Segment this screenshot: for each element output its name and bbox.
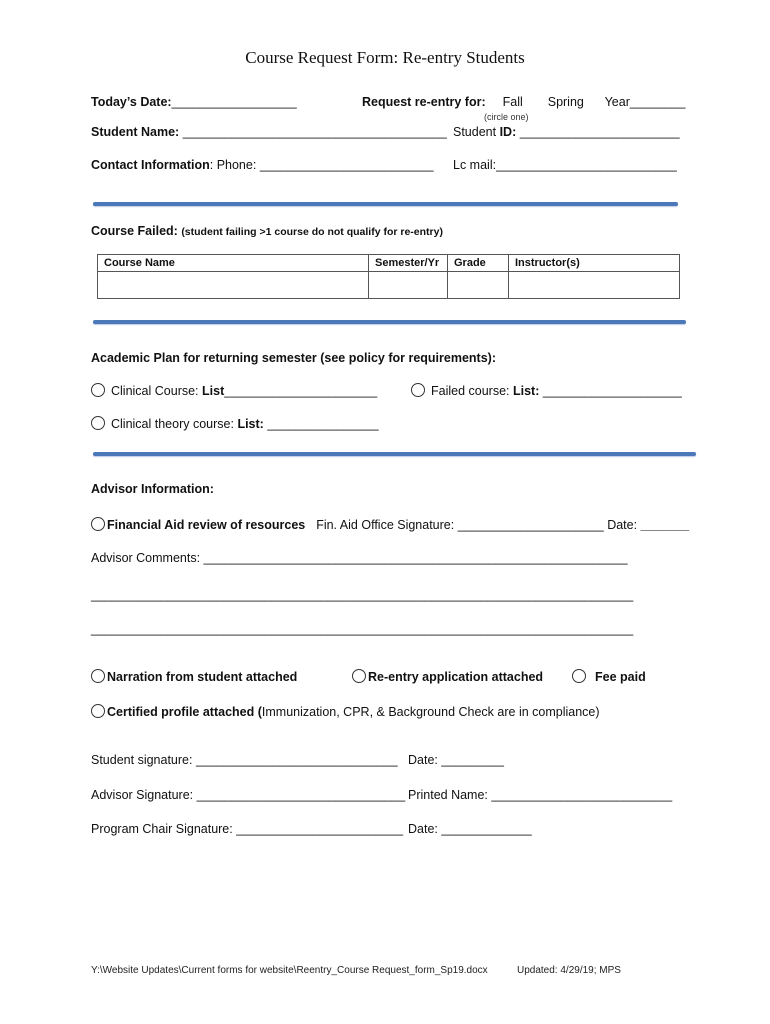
advisor-comments-label: Advisor Comments: <box>91 551 201 565</box>
table-header-row <box>98 255 680 272</box>
cell-instructor[interactable] <box>509 272 680 299</box>
clinical-theory-option[interactable] <box>91 416 379 431</box>
student-name-field[interactable] <box>91 125 447 139</box>
failed-course-radio[interactable] <box>411 383 425 397</box>
phone-label: : Phone: <box>209 158 257 172</box>
section-divider-1 <box>93 202 678 206</box>
course-failed-label: Course Failed: <box>91 224 178 238</box>
course-failed-note: (student failing >1 course do not qualify for re-entry) <box>181 226 443 238</box>
printed-name-field[interactable] <box>408 788 672 802</box>
certified-profile-paren: ( <box>254 705 262 719</box>
reentry-application-label: Re-entry application attached <box>368 670 544 684</box>
fin-aid-signature-line[interactable]: _____________________ <box>457 518 604 532</box>
course-failed-table <box>97 254 680 299</box>
circle-one-note: (circle one) <box>484 112 529 122</box>
column-grade: Grade <box>448 255 509 272</box>
program-chair-signature-field[interactable] <box>91 822 403 836</box>
certified-profile-note: Immunization, CPR, & Background Check are in compliance) <box>261 705 600 719</box>
fin-aid-date-line[interactable]: _______ <box>640 518 690 532</box>
clinical-course-radio[interactable] <box>91 383 105 397</box>
term-spring-option[interactable]: Spring <box>547 95 584 109</box>
fin-aid-signature-label: Fin. Aid Office Signature: <box>316 518 455 532</box>
advisor-comments-line-3[interactable]: ______________________________________________________________________________ <box>91 622 634 636</box>
fin-aid-date-label: Date: <box>607 518 638 532</box>
clinical-theory-list-label: List: <box>237 417 264 431</box>
program-chair-date-field[interactable] <box>408 822 532 836</box>
printed-name-label: Printed Name: <box>408 788 488 802</box>
lc-mail-label: Lc mail: <box>453 158 497 172</box>
certified-profile-label: Certified profile attached <box>107 705 255 719</box>
page-title: Course Request Form: Re-entry Students <box>245 48 525 67</box>
certified-profile-option[interactable] <box>91 704 600 719</box>
advisor-signature-line: ______________________________ <box>196 788 406 802</box>
narration-option[interactable] <box>91 669 297 684</box>
footer-file-path: Y:\Website Updates\Current forms for website\Reentry_Course Request_form_Sp19.docx <box>91 965 488 976</box>
clinical-theory-label: Clinical theory course: <box>111 417 238 431</box>
failed-course-label: Failed course: <box>431 384 513 398</box>
section-divider-2 <box>93 320 686 324</box>
student-name-line: ______________________________________ <box>182 125 447 139</box>
cell-course-name[interactable] <box>98 272 369 299</box>
clinical-course-list-label: List <box>202 384 225 398</box>
student-date-label: Date: <box>408 753 438 767</box>
printed-name-line: __________________________ <box>491 788 673 802</box>
certified-profile-radio[interactable] <box>91 704 105 718</box>
lc-mail-field[interactable] <box>453 158 677 172</box>
student-signature-field[interactable] <box>91 753 398 767</box>
student-id-field[interactable] <box>453 125 680 139</box>
todays-date-line: __________________ <box>171 95 297 109</box>
failed-course-list-label: List: <box>512 384 540 398</box>
fee-paid-label: Fee paid <box>595 670 646 684</box>
student-date-field[interactable] <box>408 753 504 767</box>
term-year-line[interactable]: ________ <box>629 95 686 109</box>
student-date-line: _________ <box>441 753 504 767</box>
fee-paid-radio[interactable] <box>572 669 586 683</box>
student-signature-label: Student signature: <box>91 753 193 767</box>
phone-line: _________________________ <box>259 158 434 172</box>
table-row <box>98 272 680 299</box>
cell-semester[interactable] <box>369 272 448 299</box>
advisor-comments-line-1: _____________________________________________________________ <box>203 551 628 565</box>
term-year-option[interactable]: Year <box>604 95 630 109</box>
contact-label: Contact Information <box>91 158 210 172</box>
student-signature-line: _____________________________ <box>195 753 398 767</box>
request-reentry-label: Request re-entry for: <box>362 95 486 109</box>
clinical-course-label: Clinical Course: <box>111 384 203 398</box>
todays-date-field[interactable] <box>91 95 297 109</box>
narration-label: Narration from student attached <box>107 670 298 684</box>
fee-paid-option[interactable] <box>572 669 646 684</box>
clinical-theory-line: ________________ <box>263 417 379 431</box>
clinical-course-option[interactable] <box>91 383 377 398</box>
financial-aid-option[interactable] <box>91 517 689 532</box>
contact-phone-field[interactable] <box>91 158 434 172</box>
academic-plan-heading: Academic Plan for returning semester (see policy for requirements): <box>91 351 496 365</box>
reentry-application-radio[interactable] <box>352 669 366 683</box>
todays-date-label: Today’s Date: <box>91 95 172 109</box>
failed-course-line: ____________________ <box>539 384 682 398</box>
advisor-signature-label: Advisor Signature: <box>91 788 194 802</box>
clinical-course-line: ______________________ <box>224 384 378 398</box>
advisor-comments-field[interactable] <box>91 551 628 565</box>
financial-aid-label: Financial Aid review of resources <box>107 518 306 532</box>
financial-aid-radio[interactable] <box>91 517 105 531</box>
request-reentry-row <box>362 95 686 109</box>
clinical-theory-radio[interactable] <box>91 416 105 430</box>
course-failed-heading <box>91 224 443 238</box>
reentry-application-option[interactable] <box>352 669 543 684</box>
program-chair-signature-line: ________________________ <box>236 822 404 836</box>
program-chair-date-line: _____________ <box>441 822 532 836</box>
footer-updated: Updated: 4/29/19; MPS <box>517 965 621 976</box>
program-chair-date-label: Date: <box>408 822 438 836</box>
column-instructor: Instructor(s) <box>509 255 680 272</box>
cell-grade[interactable] <box>448 272 509 299</box>
failed-course-option[interactable] <box>411 383 682 398</box>
term-fall-option[interactable]: Fall <box>502 95 523 109</box>
student-id-label-b: ID: <box>499 125 517 139</box>
column-course-name: Course Name <box>98 255 369 272</box>
advisor-signature-field[interactable] <box>91 788 405 802</box>
student-name-label: Student Name: <box>91 125 180 139</box>
narration-radio[interactable] <box>91 669 105 683</box>
student-id-label-a: Student <box>453 125 500 139</box>
advisor-heading: Advisor Information: <box>91 482 214 496</box>
advisor-comments-line-2[interactable]: ______________________________________________________________________________ <box>91 588 634 602</box>
column-semester: Semester/Yr <box>369 255 448 272</box>
lc-mail-line: __________________________ <box>496 158 677 172</box>
program-chair-signature-label: Program Chair Signature: <box>91 822 233 836</box>
student-id-line: _______________________ <box>519 125 680 139</box>
section-divider-3 <box>93 452 696 456</box>
